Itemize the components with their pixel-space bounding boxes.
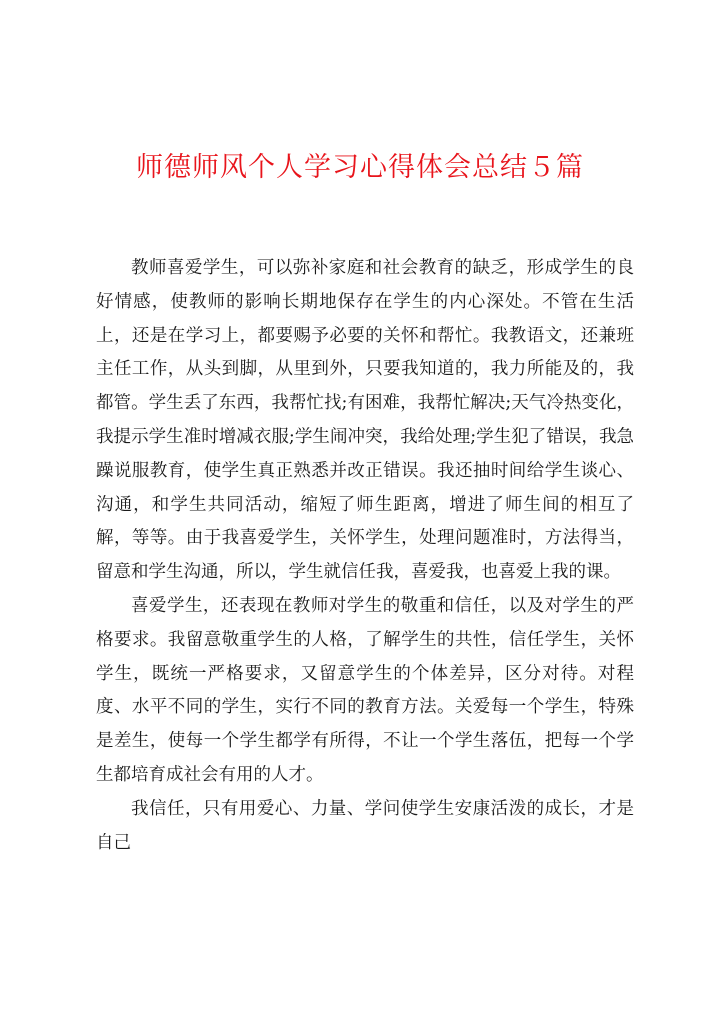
body-paragraph: 教师喜爱学生，可以弥补家庭和社会教育的缺乏，形成学生的良好情感，使教师的影响长期地保存在学生的内心深处。不管在生活上，还是在学习上，都要赐予必要的关怀和帮忙。我教语文，还兼班主任工作，从头到脚，从里到外，只要我知道的，我力所能及的，我都管。学生丢了东西，我帮忙找;有困难，我帮忙解决;天气冷热变化，我提示学生准时增减衣服;学生闹冲突，我给处理;学生犯了错误，我急躁说服教育，使学生真正熟悉并改正错误。我还抽时间给学生谈心、沟通，和学生共同活动，缩短了师生距离，增进了师生间的相互了解，等等。由于我喜爱学生，关怀学生，处理问题准时，方法得当，留意和学生沟通，所以，学生就信任我，喜爱我，也喜爱上我的课。 — [96, 258, 634, 583]
document-title: 师德师风个人学习心得体会总结５篇 — [136, 152, 584, 183]
body-paragraph: 喜爱学生，还表现在教师对学生的敬重和信任，以及对学生的严格要求。我留意敬重学生的人格，了解学生的共性，信任学生，关怀学生，既统一严格要求，又留意学生的个体差异，区分对待。对程度、水平不同的学生，实行不同的教育方法。关爱每一个学生，特殊是差生，使每一个学生都学有所得，不让一个学生落伍，把每一个学生都培育成社会有用的人才。 — [96, 595, 634, 785]
document-body — [96, 252, 634, 860]
body-paragraph: 我信任，只有用爱心、力量、学问使学生安康活泼的成长，才是自己 — [96, 798, 634, 853]
